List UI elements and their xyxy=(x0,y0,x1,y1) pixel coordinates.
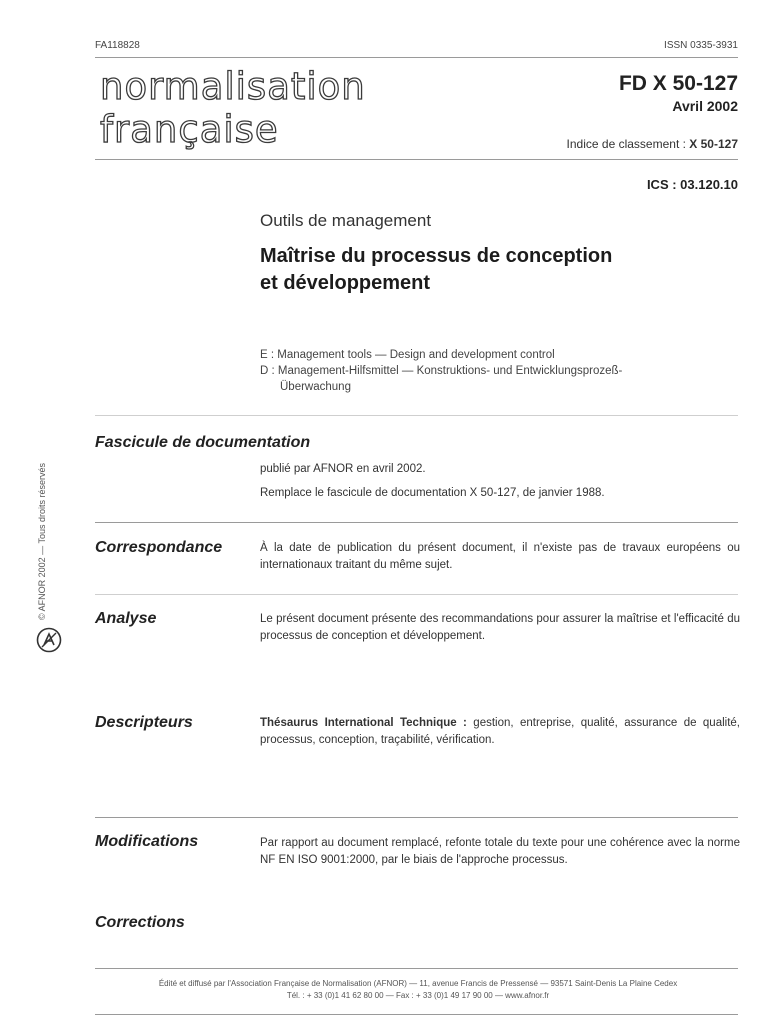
footer-contact: Tél. : + 33 (0)1 41 62 80 00 — Fax : + 33 (0)1 49 17 90 00 — www.afnor.fr xyxy=(286,991,550,1000)
title-line-1: Maîtrise du processus de conception xyxy=(260,245,613,267)
analyse-text: Le présent document présente des recommandations pour assurer la maîtrise et l'efficacité du processus de conception et développement. xyxy=(260,613,740,642)
correspondance-heading: Correspondance xyxy=(95,539,223,556)
publisher-footer xyxy=(88,978,748,1002)
modifications-heading: Modifications xyxy=(95,833,199,850)
correspondance-text: À la date de publication du présent document, il n'existe pas de travaux européens ou internationaux traitant du même sujet. xyxy=(260,542,740,571)
descripteurs-rule xyxy=(95,817,738,818)
descripteurs-terms: gestion, entreprise, qualité, assurance de qualité, processus, conception, traçabilité, vérification. xyxy=(260,717,740,746)
fascicule-replaces: Remplace le fascicule de documentation X 50-127, de janvier 1988. xyxy=(260,487,605,499)
side-copyright: © AFNOR 2002 — Tous droits réservés xyxy=(37,462,47,620)
fascicule-heading: Fascicule de documentation xyxy=(95,434,311,451)
descripteurs-label: Thésaurus International Technique : xyxy=(260,717,467,729)
title-rule xyxy=(95,415,738,416)
document-number: FD X 50-127 xyxy=(618,72,738,95)
classification-index xyxy=(567,137,738,151)
document-subject: Outils de management xyxy=(260,211,432,230)
document-date: Avril 2002 xyxy=(672,98,738,114)
reference-code: FA118828 xyxy=(95,40,140,51)
corrections-heading: Corrections xyxy=(95,914,185,931)
correspondance-rule xyxy=(95,594,738,595)
brand-line-1: normalisation xyxy=(100,65,366,108)
descripteurs-heading: Descripteurs xyxy=(95,714,193,731)
modifications-text: Par rapport au document remplacé, refonte totale du texte pour une cohérence avec la norme NF EN ISO 9001:2000, par le biais de l'approche processus. xyxy=(260,837,740,866)
descripteurs-text xyxy=(260,715,740,749)
fascicule-published: publié par AFNOR en avril 2002. xyxy=(260,463,426,475)
title-translations xyxy=(260,347,740,395)
brand-line-2: française xyxy=(100,108,279,151)
fascicule-rule xyxy=(95,522,738,523)
footer-rule-top xyxy=(95,968,738,969)
afnor-logo-icon xyxy=(36,627,62,653)
classification-index-value: X 50-127 xyxy=(689,137,738,151)
classification-index-label: Indice de classement : xyxy=(566,137,686,151)
translation-german-cont: Überwachung xyxy=(280,381,351,393)
footer-rule-bottom xyxy=(95,1014,738,1015)
issn-number: ISSN 0335-3931 xyxy=(664,40,738,51)
title-line-2: et développement xyxy=(260,272,431,294)
ics-code: ICS : 03.120.10 xyxy=(646,177,738,192)
document-title xyxy=(260,243,700,297)
translation-german: D : Management-Hilfsmittel — Konstruktions- und Entwicklungsprozeß- xyxy=(260,365,623,377)
header-rule-top xyxy=(95,57,738,58)
analyse-heading: Analyse xyxy=(95,610,157,627)
footer-address: Édité et diffusé par l'Association Française de Normalisation (AFNOR) — 11, avenue Francis de Pressensé — 93571 Saint-Denis La Plaine Cedex xyxy=(158,979,678,988)
translation-english: E : Management tools — Design and development control xyxy=(260,349,555,361)
header-rule-bottom xyxy=(95,159,738,160)
